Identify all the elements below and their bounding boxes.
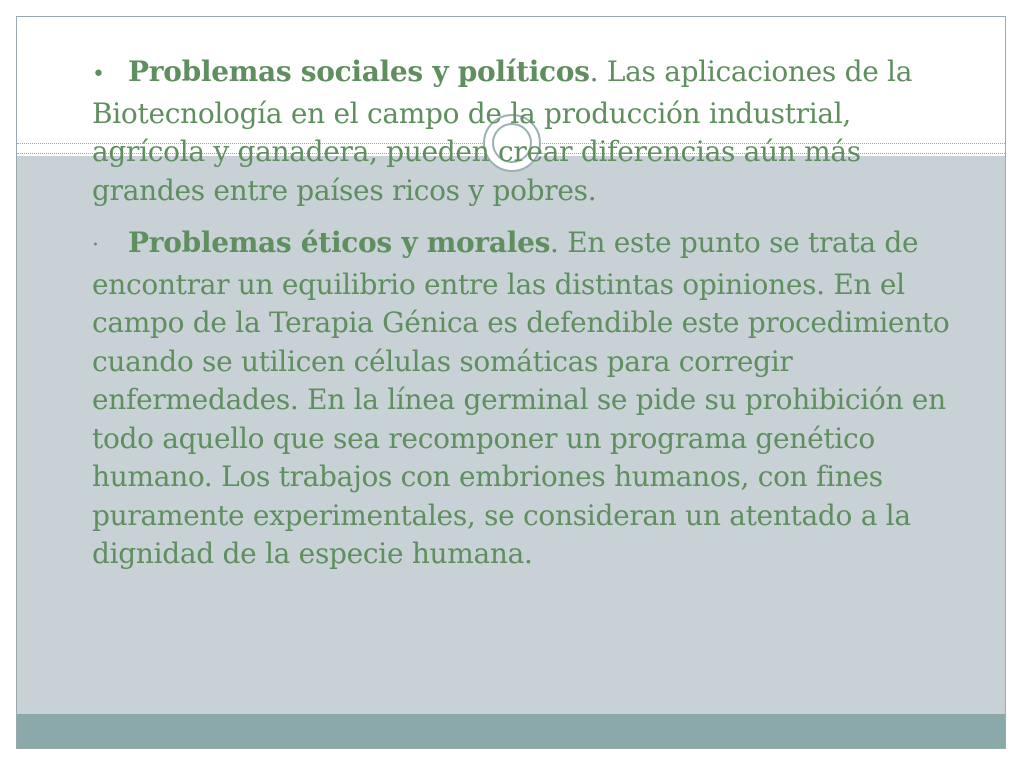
paragraph-text: . Las aplicaciones de la Biotecnología en el campo de la producción industrial, agrícola y ganadera, pueden crear diferencias aún más grandes entre países ricos y pobres.: [92, 55, 913, 207]
paragraph-text: . En este punto se trata de encontrar un equilibrio entre las distintas opiniones. En el campo de la Terapia Génica es defendible este procedimiento cuando se utilicen células somáticas para corregir enfermedades. En la línea germinal se pide su prohibición en todo aquello que sea recomponer un programa genético humano. Los trabajos con embriones humanos, con fines puramente experimentales, se consideran un atentado a la dignidad de la especie humana.: [92, 226, 950, 570]
paragraph-ethical-moral: [92, 224, 962, 574]
footer-band: [17, 714, 1005, 748]
bullet-icon: •: [92, 62, 105, 87]
paragraph-social-political: [92, 53, 962, 210]
paragraph-heading: Problemas éticos y morales: [128, 226, 551, 259]
bullet-icon: ·: [92, 233, 99, 258]
slide-body-text: [92, 53, 962, 588]
paragraph-heading: Problemas sociales y políticos: [128, 55, 590, 88]
